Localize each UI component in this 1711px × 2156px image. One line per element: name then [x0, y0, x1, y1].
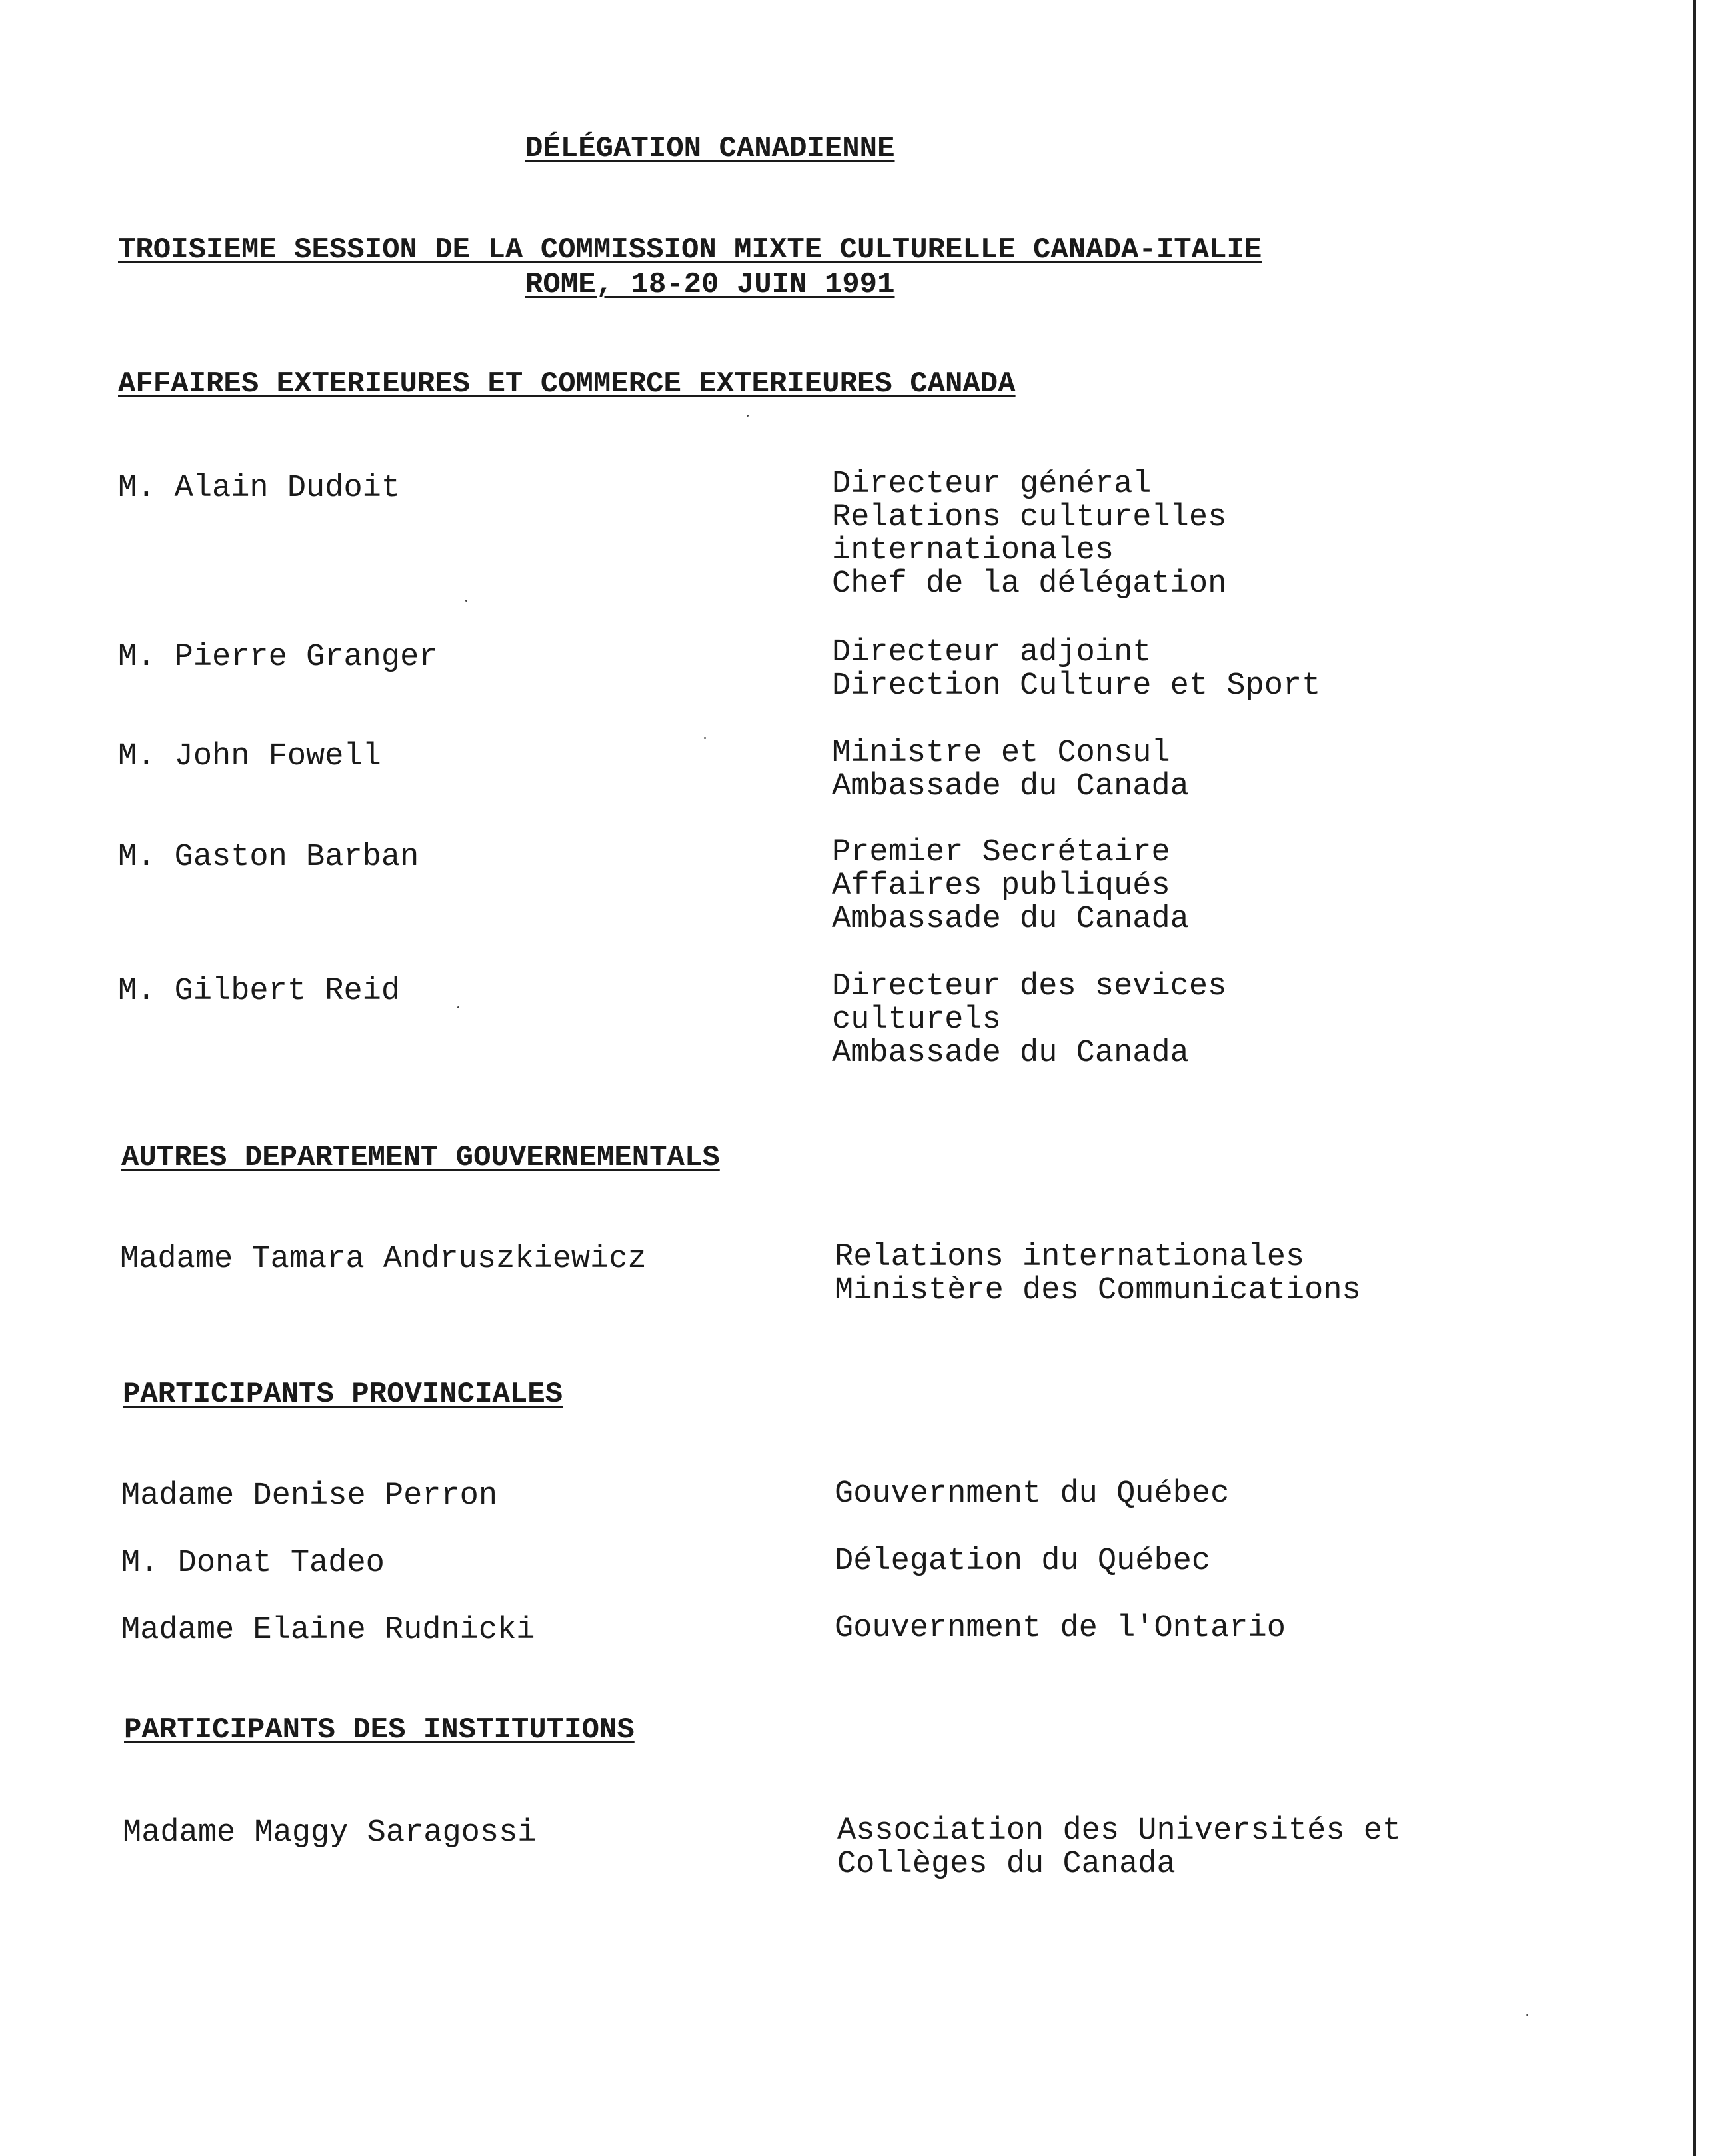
- role-line: Affaires publiqués: [832, 868, 1170, 904]
- delegate-role: [832, 970, 1226, 1070]
- role-line: Collèges du Canada: [837, 1847, 1176, 1882]
- role-line: Relations culturelles: [832, 500, 1227, 535]
- scan-speck: [704, 737, 706, 739]
- delegate-name: M. Gaston Barban: [118, 840, 419, 875]
- session-title-line-1: TROISIEME SESSION DE LA COMMISSION MIXTE CULTURELLE CANADA-ITALIE: [118, 233, 1262, 267]
- role-line: culturels: [832, 1002, 1001, 1038]
- role-line: Ambassade du Canada: [832, 1036, 1189, 1071]
- delegate-name: M. John Fowell: [118, 739, 381, 774]
- role-line: Ministre et Consul: [832, 736, 1170, 771]
- delegate-name: Madame Elaine Rudnicki: [121, 1613, 535, 1648]
- scan-speck: [457, 1006, 459, 1008]
- role-line: Premier Secrétaire: [832, 835, 1170, 870]
- role-line: Directeur adjoint: [832, 635, 1152, 670]
- section-heading-other-departments: AUTRES DEPARTEMENT GOUVERNEMENTALS: [121, 1141, 720, 1174]
- delegate-name: M. Pierre Granger: [118, 640, 438, 675]
- delegate-name: M. Gilbert Reid: [118, 974, 401, 1009]
- document-title: DÉLÉGATION CANADIENNE: [525, 132, 895, 165]
- delegate-role: [835, 1241, 1361, 1308]
- delegate-role: [835, 1612, 1286, 1645]
- role-line: Ambassade du Canada: [832, 902, 1189, 937]
- delegate-role: [835, 1545, 1210, 1578]
- role-line: Délegation du Québec: [835, 1544, 1211, 1579]
- role-line: Directeur des sevices: [832, 969, 1227, 1004]
- scan-edge-line: [1693, 0, 1696, 2156]
- role-line: Ministère des Communications: [835, 1273, 1361, 1308]
- role-line: Direction Culture et Sport: [832, 668, 1321, 704]
- delegate-name: Madame Denise Perron: [121, 1478, 498, 1514]
- role-line: Ambassade du Canada: [832, 769, 1189, 804]
- section-heading-external-affairs: AFFAIRES EXTERIEURES ET COMMERCE EXTERIEURES CANADA: [118, 367, 1016, 401]
- delegate-role: [832, 737, 1189, 804]
- delegate-role: [832, 636, 1320, 703]
- role-line: Directeur général: [832, 467, 1152, 502]
- role-line: Association des Universités et: [837, 1813, 1402, 1849]
- scan-speck: [465, 600, 467, 602]
- role-line: internationales: [832, 533, 1114, 568]
- delegate-name: M. Alain Dudoit: [118, 471, 401, 506]
- delegate-name: M. Donat Tadeo: [121, 1546, 385, 1581]
- scan-speck: [1526, 2014, 1528, 2016]
- role-line: Gouvernment de l'Ontario: [835, 1611, 1286, 1646]
- role-line: Chef de la délégation: [832, 566, 1227, 602]
- delegate-role: [837, 1815, 1401, 1881]
- delegate-role: [835, 1478, 1229, 1511]
- section-heading-provincial-participants: PARTICIPANTS PROVINCIALES: [123, 1378, 563, 1411]
- scan-speck: [747, 415, 749, 417]
- delegate-name: Madame Maggy Saragossi: [123, 1815, 537, 1851]
- role-line: Relations internationales: [835, 1240, 1305, 1275]
- delegate-name: Madame Tamara Andruszkiewicz: [120, 1242, 647, 1277]
- section-heading-institution-participants: PARTICIPANTS DES INSTITUTIONS: [124, 1713, 635, 1747]
- delegate-role: [832, 468, 1226, 601]
- role-line: Gouvernment du Québec: [835, 1476, 1230, 1512]
- delegate-role: [832, 836, 1189, 936]
- session-title-line-2: ROME, 18-20 JUIN 1991: [525, 268, 895, 301]
